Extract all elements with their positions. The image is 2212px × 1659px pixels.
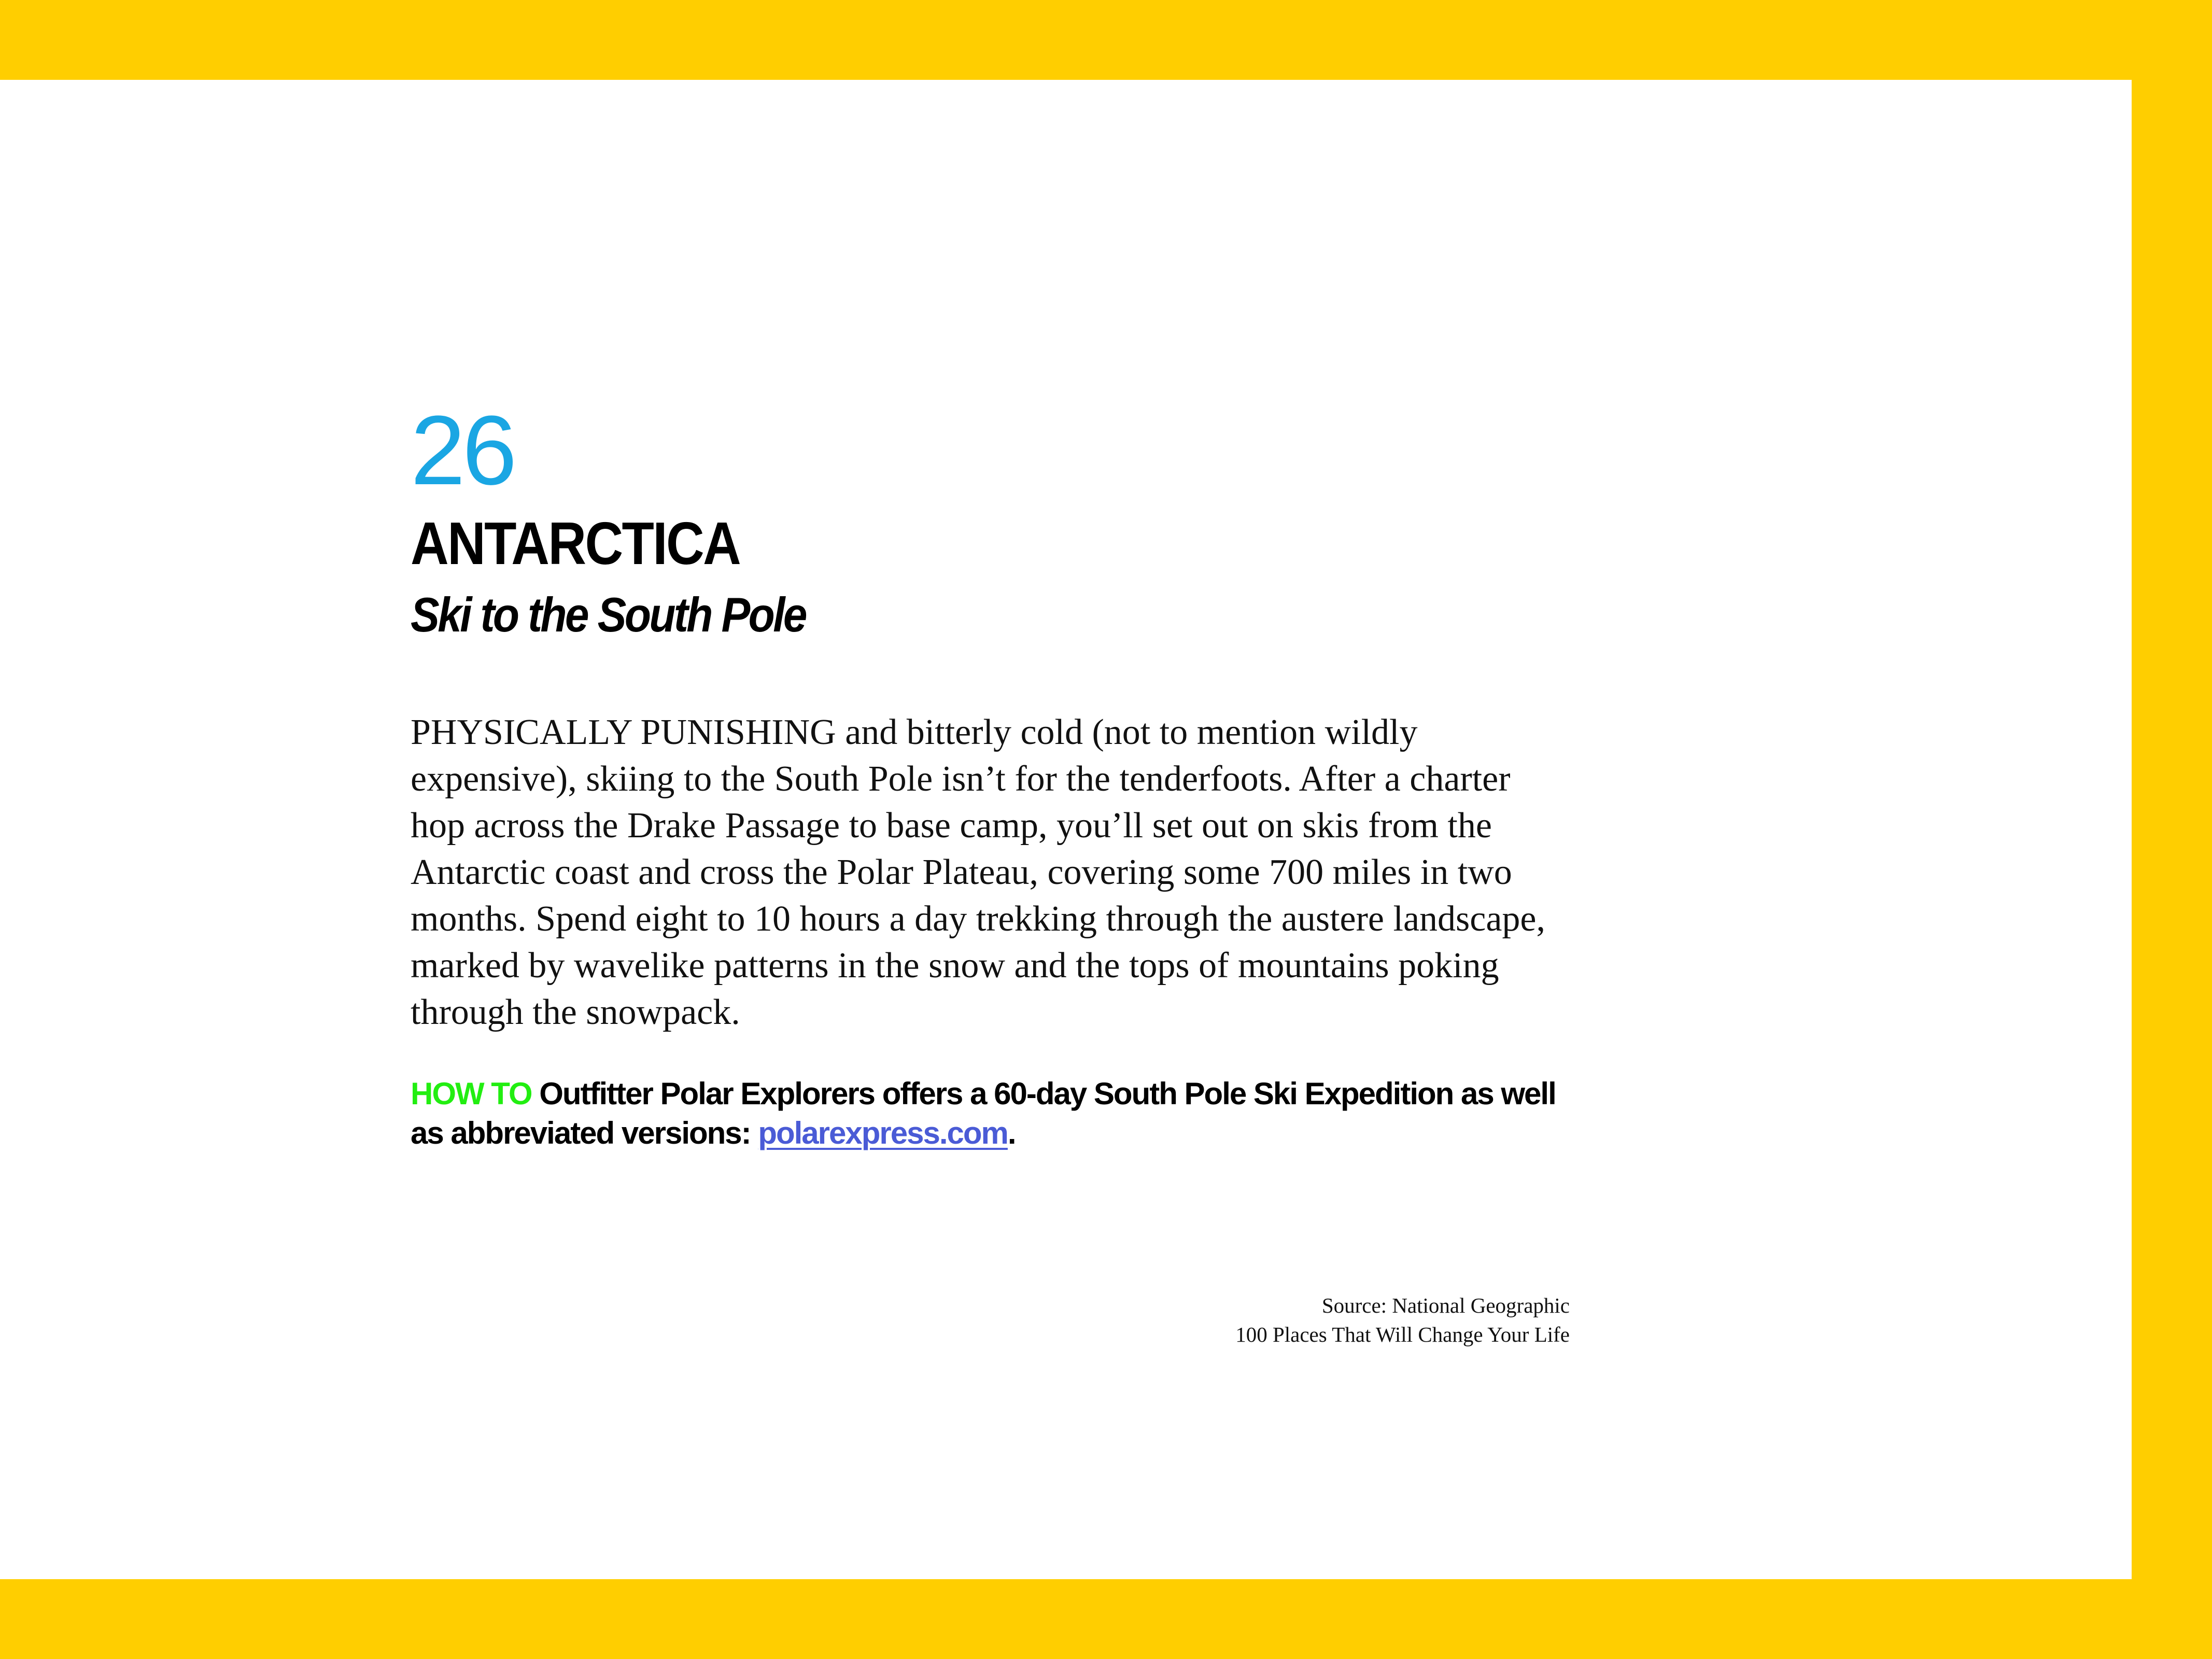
entry-body-text: PHYSICALLY PUNISHING and bitterly cold (not to mention wildly expensive), skiing to the South Pole isn’t for the tenderfoots. After a charter hop across the Drake Passage to base camp, you’ll set out on skis from the Antarctic coast and cross the Polar Plateau, covering some 700 miles in two months. Spend eight to 10 hours a day trekking through the austere landscape, marked by wavelike patterns in the snow and the tops of mountains poking through the snowpack. [411,712,1545,1032]
entry-place-heading: ANTARCTICA [411,510,740,577]
how-to-label: HOW TO [411,1076,532,1111]
how-to-text: Outfitter Polar Explorers offers a 60-day South Pole Ski Expedition as well as abbreviated versions: [411,1076,1556,1150]
source-line-1: Source: National Geographic [1321,1294,1570,1317]
source-credit [411,1291,1570,1349]
entry-subtitle: Ski to the South Pole [411,587,806,642]
entry-number: 26 [411,396,514,505]
source-line-2: 100 Places That Will Change Your Life [1235,1323,1570,1346]
page-card [0,80,2132,1579]
how-to-end: . [1007,1116,1016,1150]
polar-express-link[interactable]: polarexpress.com [758,1116,1008,1150]
how-to-paragraph [411,1074,1570,1153]
